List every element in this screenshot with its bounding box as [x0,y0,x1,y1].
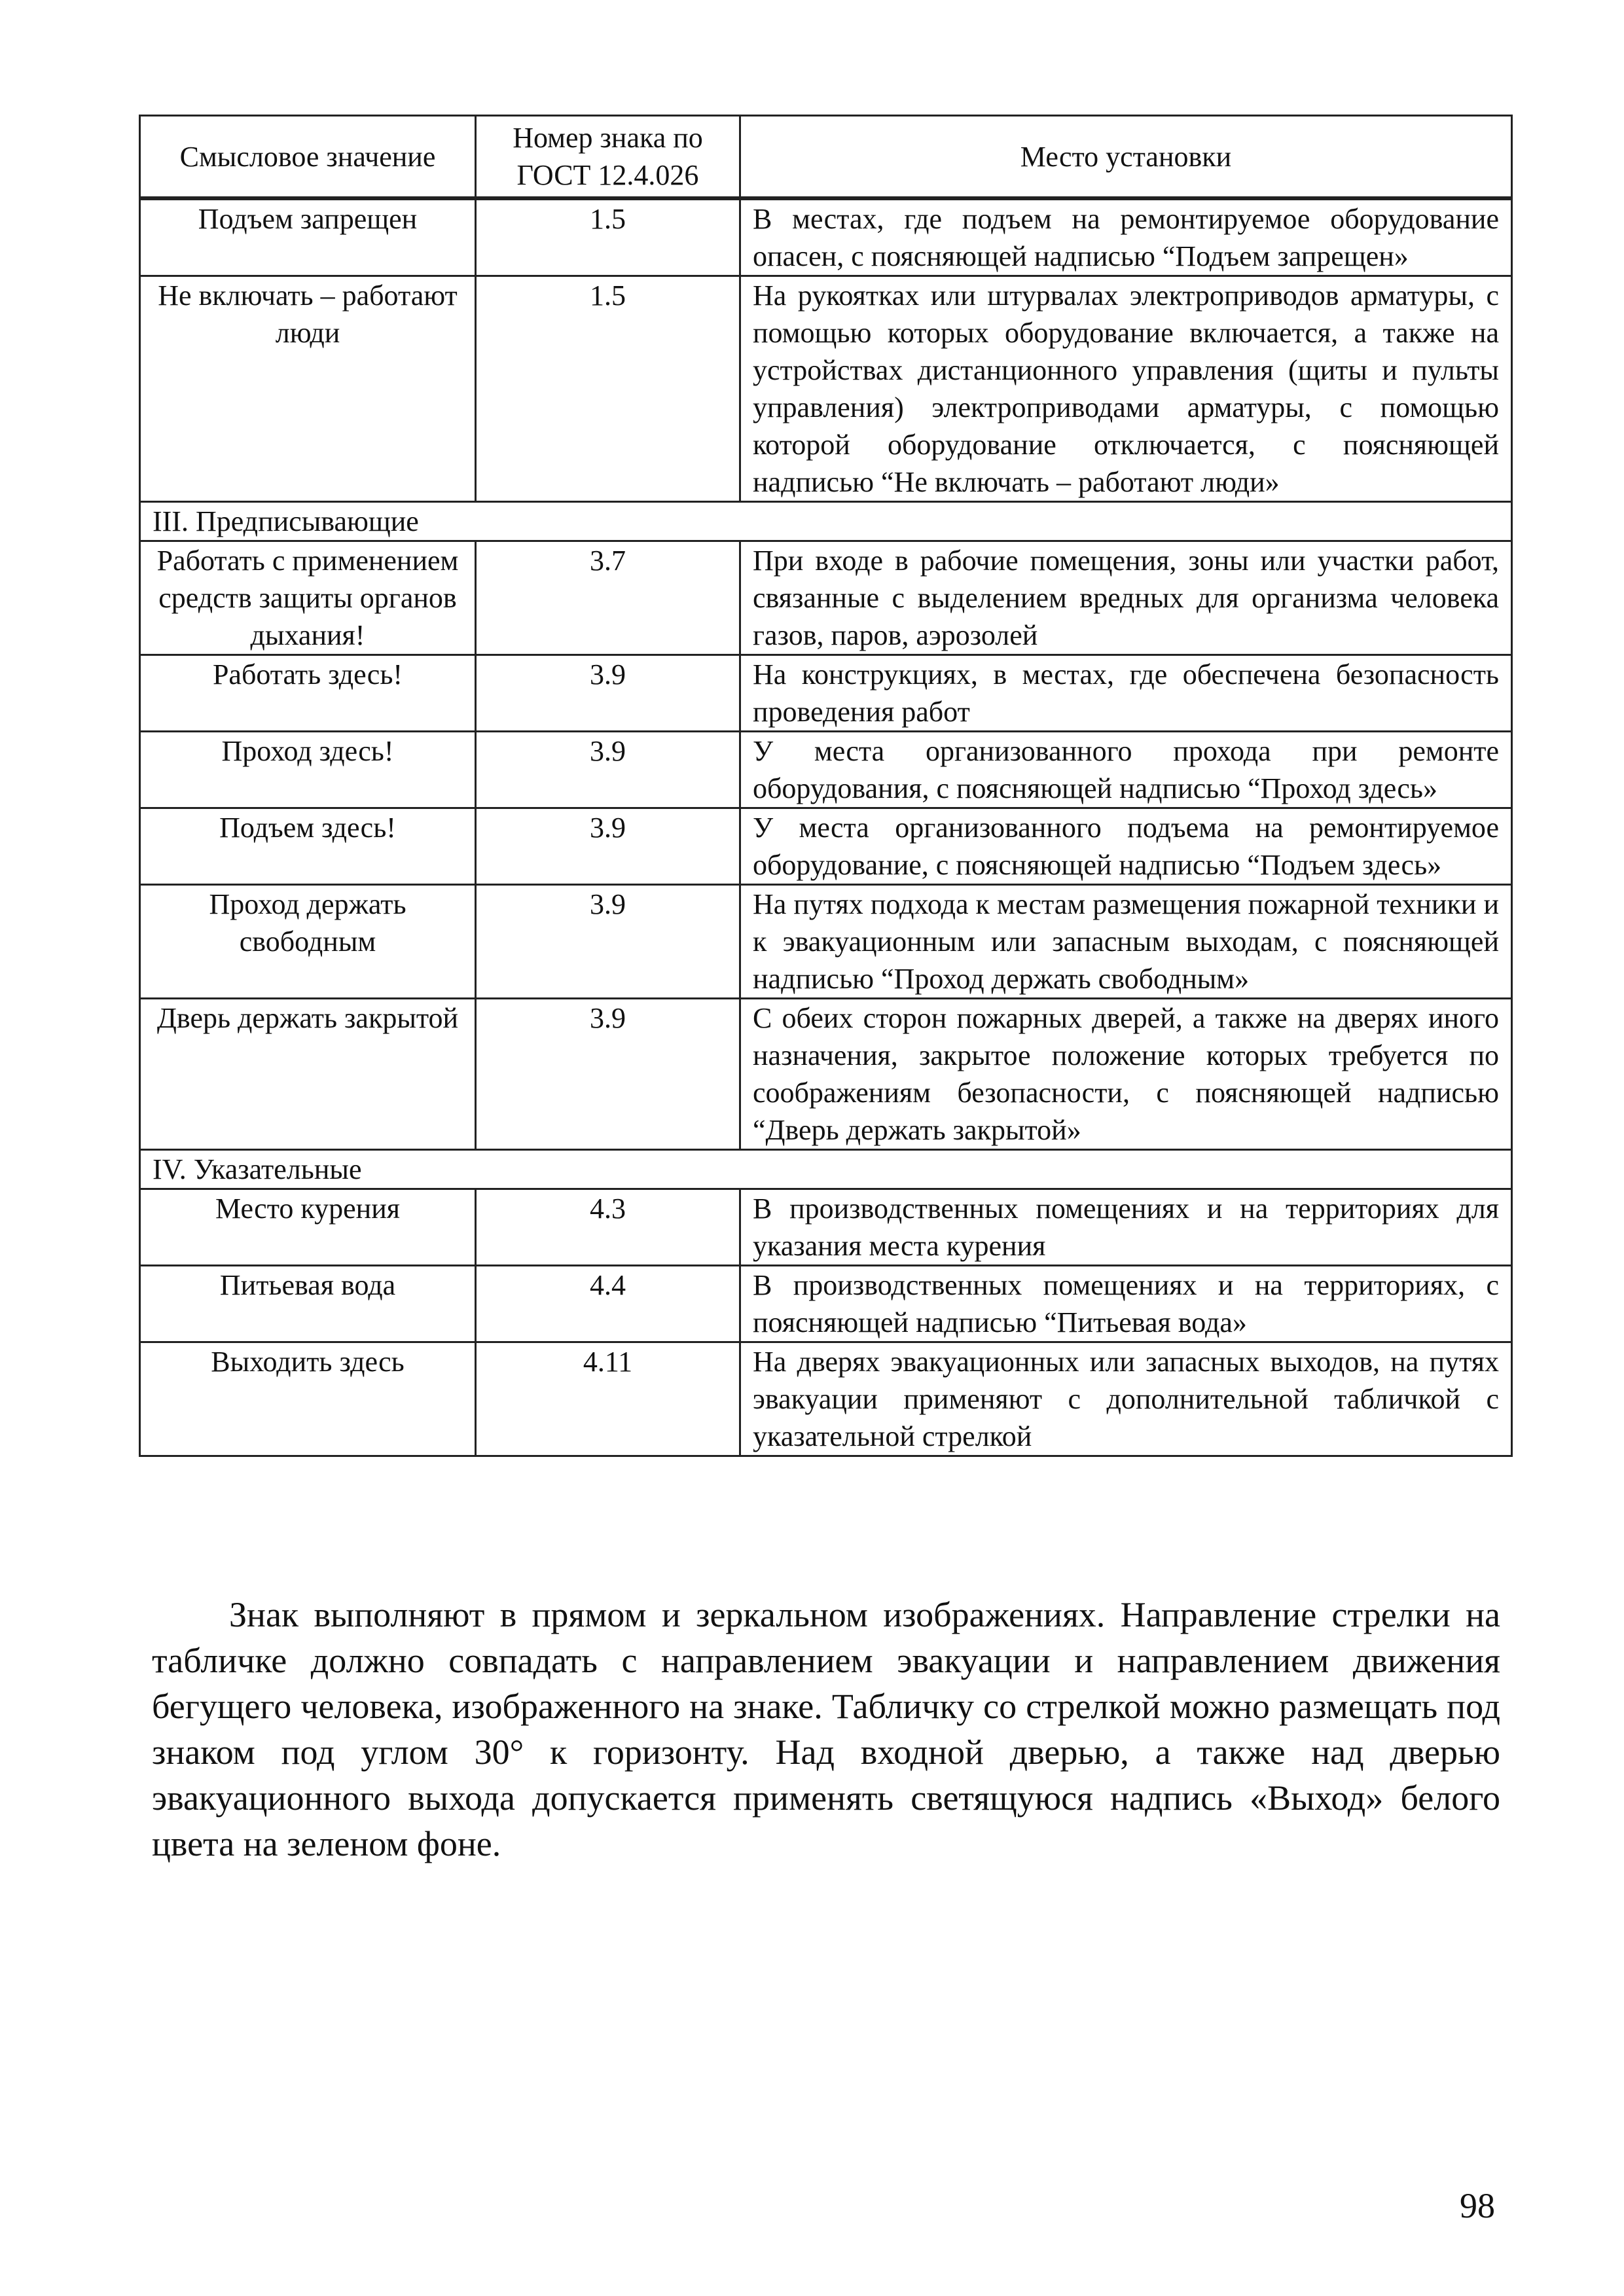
cell-place: На рукоятках или штурвалах электроприводов арматуры, с помощью которых оборудование включается, а также на устройствах дистанционного управления (щиты и пульты управления) электроприводами арматуры, с помощью которой оборудование отключается, с поясняющей надписью “Не включать – работают люди» [740,276,1512,502]
cell-place: У места организованного прохода при ремонте оборудования, с поясняющей надписью “Проход здесь» [740,732,1512,808]
table-row [140,1342,1512,1456]
section-row [140,1150,1512,1189]
cell-meaning: Питьевая вода [140,1266,476,1342]
cell-number: 3.9 [476,732,740,808]
table-row [140,198,1512,276]
cell-number: 3.9 [476,999,740,1150]
cell-meaning: Работать с применением средств защиты органов дыхания! [140,541,476,655]
cell-meaning: Подъем запрещен [140,198,476,276]
cell-place: В производственных помещениях и на территориях, с поясняющей надписью “Питьевая вода» [740,1266,1512,1342]
header-meaning: Смысловое значение [140,116,476,199]
cell-number: 4.11 [476,1342,740,1456]
cell-meaning: Работать здесь! [140,655,476,732]
cell-meaning: Проход держать свободным [140,885,476,999]
page-number: 98 [1460,2186,1495,2225]
table-row [140,999,1512,1150]
body-paragraph-block [152,1592,1500,1867]
cell-meaning: Не включать – работают люди [140,276,476,502]
cell-place: На дверях эвакуационных или запасных выходов, на путях эвакуации применяют с дополнительной табличкой с указательной стрелкой [740,1342,1512,1456]
cell-meaning: Место курения [140,1189,476,1266]
body-paragraph: Знак выполняют в прямом и зеркальном изображениях. Направление стрелки на табличке должно совпадать с направлением эвакуации и направлением движения бегущего человека, изображенного на знаке. Табличку со стрелкой можно размещать под знаком под углом 30° к горизонту. Над входной дверью, а также над дверью эвакуационного выхода допускается применять светящуюся надпись «Выход» белого цвета на зеленом фоне. [152,1595,1500,1863]
table-row [140,655,1512,732]
header-sign-number: Номер знака по ГОСТ 12.4.026 [476,116,740,199]
cell-meaning: Дверь держать закрытой [140,999,476,1150]
table-row [140,732,1512,808]
cell-meaning: Выходить здесь [140,1342,476,1456]
section-row [140,502,1512,541]
section-title: III. Предписывающие [140,502,1512,541]
header-place: Место установки [740,116,1512,199]
table-row [140,1189,1512,1266]
table-row [140,276,1512,502]
cell-number: 4.3 [476,1189,740,1266]
table-row [140,885,1512,999]
cell-place: На конструкциях, в местах, где обеспечена безопасность проведения работ [740,655,1512,732]
cell-place: При входе в рабочие помещения, зоны или участки работ, связанные с выделением вредных для организма человека газов, паров, аэрозолей [740,541,1512,655]
cell-number: 3.9 [476,808,740,885]
cell-place: На путях подхода к местам размещения пожарной техники и к эвакуационным или запасным выходам, с поясняющей надписью “Проход держать свободным» [740,885,1512,999]
cell-number: 3.9 [476,885,740,999]
cell-place: У места организованного подъема на ремонтируемое оборудование, с поясняющей надписью “Подъем здесь» [740,808,1512,885]
cell-meaning: Подъем здесь! [140,808,476,885]
cell-place: В производственных помещениях и на территориях для указания места курения [740,1189,1512,1266]
cell-number: 1.5 [476,276,740,502]
cell-place: С обеих сторон пожарных дверей, а также на дверях иного назначения, закрытое положение которых требуется по соображениям безопасности, с поясняющей надписью “Дверь держать закрытой» [740,999,1512,1150]
cell-number: 3.7 [476,541,740,655]
cell-meaning: Проход здесь! [140,732,476,808]
signs-table [139,115,1513,1457]
cell-number: 1.5 [476,198,740,276]
cell-number: 4.4 [476,1266,740,1342]
table-row [140,808,1512,885]
section-title: IV. Указательные [140,1150,1512,1189]
table-row [140,1266,1512,1342]
cell-number: 3.9 [476,655,740,732]
table-header-row [140,116,1512,199]
cell-place: В местах, где подъем на ремонтируемое оборудование опасен, с поясняющей надписью “Подъем запрещен» [740,198,1512,276]
table-row [140,541,1512,655]
